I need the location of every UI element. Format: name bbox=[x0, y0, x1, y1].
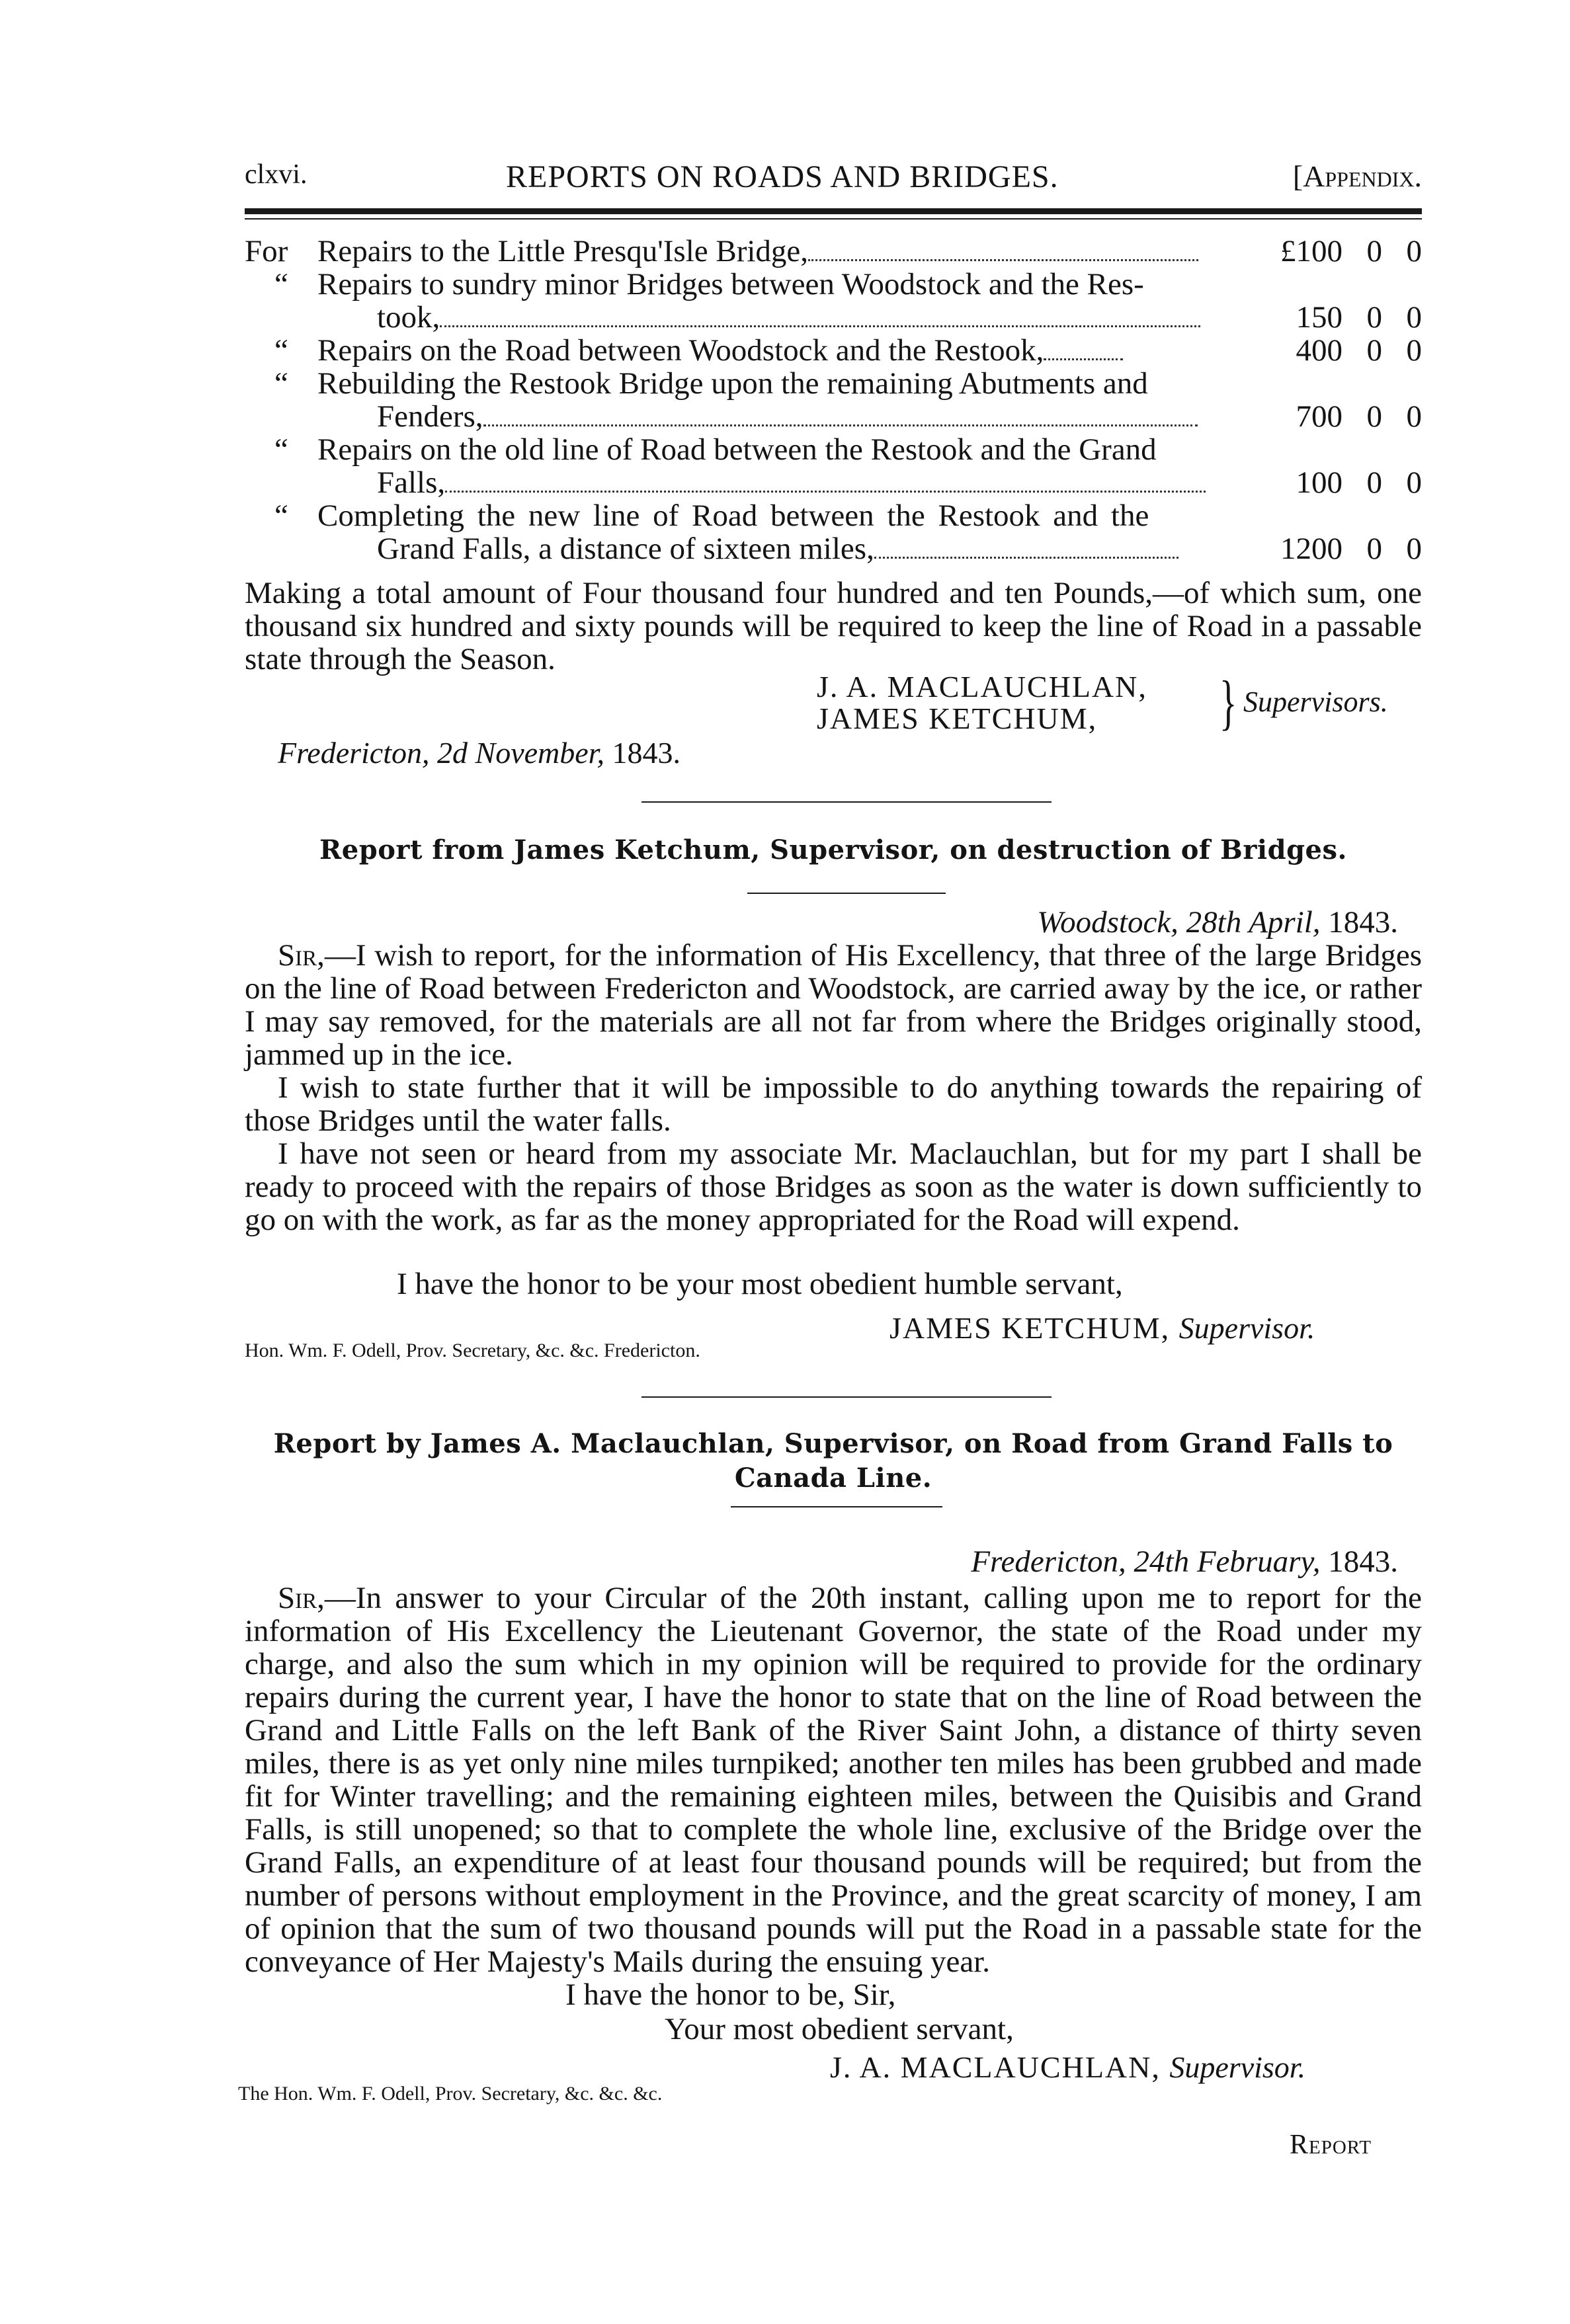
row-lead: “ bbox=[274, 333, 288, 368]
amount-shillings: 0 bbox=[1366, 333, 1382, 368]
repair-row bbox=[245, 334, 1422, 367]
amount-pence: 0 bbox=[1406, 399, 1422, 434]
paragraph-text: —I wish to report, for the information of His Excellency, that three of the large Bridges on the line of Road between Fredericton and Woodstock, are carried away by the ice, or rather I may say removed, for the materials are all not far from where the Bridges originally stood, jammed up in the ice. bbox=[245, 938, 1422, 1072]
closing-line: I have the honor to be your most obedient humble servant, bbox=[397, 1267, 1123, 1301]
leader-dots bbox=[445, 490, 1206, 493]
repair-row bbox=[245, 367, 1422, 433]
repair-row bbox=[245, 433, 1422, 499]
signer-role: Supervisor. bbox=[1178, 1311, 1315, 1345]
header-rule-thick bbox=[245, 208, 1422, 214]
page-number: clxvi. bbox=[245, 159, 308, 190]
row-amount bbox=[1237, 466, 1422, 499]
row-continuation bbox=[377, 400, 1230, 433]
amount-shillings: 0 bbox=[1366, 465, 1382, 500]
closing-line: I have the honor to be, Sir, bbox=[565, 1978, 896, 2012]
signer-name: JAMES KETCHUM, bbox=[817, 701, 1098, 735]
heading-line: Report by James A. Maclauchlan, Supervisor, on Road from Grand Falls to bbox=[273, 1428, 1393, 1459]
supervisors-signature bbox=[817, 669, 1425, 742]
addressee: Hon. Wm. F. Odell, Prov. Secretary, &c. &c. Fredericton. bbox=[245, 1340, 700, 1361]
row-cont-text: took, bbox=[377, 300, 440, 335]
row-description bbox=[317, 499, 1422, 532]
report-heading bbox=[245, 1427, 1422, 1496]
place-date bbox=[278, 735, 681, 770]
place-date-year: 1843. bbox=[612, 736, 681, 770]
row-cont-text: Fenders, bbox=[377, 399, 483, 434]
row-amount bbox=[1237, 301, 1422, 334]
amount-pence: 0 bbox=[1406, 532, 1422, 566]
repair-row bbox=[245, 499, 1422, 565]
amount-pence: 0 bbox=[1406, 300, 1422, 335]
leader-dots bbox=[440, 325, 1200, 327]
closing-line: Your most obedient servant, bbox=[665, 2012, 1014, 2046]
total-paragraph: Making a total amount of Four thousand four hundred and ten Pounds,—of which sum, one thousand six hundred and sixty pounds will be required to keep the line of Road in a passable state through the Season. bbox=[245, 576, 1422, 676]
amount-pence: 0 bbox=[1406, 234, 1422, 268]
row-desc-text: Completing the new line of Road between the Restook and the bbox=[317, 499, 1149, 533]
row-lead: “ bbox=[274, 366, 288, 401]
catchword-text: Report bbox=[1290, 2130, 1372, 2160]
row-description bbox=[317, 235, 1230, 268]
paragraph: I have not seen or heard from my associate Mr. Maclauchlan, but for my part I shall be ready to proceed with the repairs of those Bridges as soon as the water is down sufficiently to go on with the work, as far as the money appropriated for the Road will expend. bbox=[245, 1137, 1422, 1237]
row-desc-text: Repairs on the old line of Road between the Restook and the Grand bbox=[317, 432, 1157, 467]
repairs-table bbox=[245, 235, 1422, 565]
paragraph bbox=[245, 1582, 1422, 1978]
dateline-text: Fredericton, 24th February, bbox=[971, 1544, 1321, 1579]
signer-role: Supervisors. bbox=[1243, 686, 1388, 718]
amount-pounds: 400 bbox=[1296, 333, 1343, 368]
brace-glyph: } bbox=[1219, 668, 1237, 736]
row-continuation bbox=[377, 532, 1230, 565]
paragraph-text: —In answer to your Circular of the 20th instant, calling upon me to report for the information of His Excellency the Lieutenant Governor, the state of the Road under my charge, and also the sum which in my opinion will be required to provide for the ordinary repairs during the current year, I have the honor to state that on the line of Road between the Grand and Little Falls on the left Bank of the River Saint John, a distance of thirty seven miles, there is as yet only nine miles turnpiked; another ten miles has been grubbed and made fit for Winter travelling; and the remaining eighteen miles, between the Quisibis and Grand Falls, is still unopened; so that to complete the whole line, exclusive of the Bridge over the Grand Falls, an expenditure of at least four thousand pounds will be required; but from the number of persons without employment in the Province, and the great scarcity of money, I am of opinion that the sum of two thousand pounds will put the Road in a passable state for the conveyance of Her Majesty's Mails during the ensuing year. bbox=[245, 1581, 1422, 1979]
salutation: Sir, bbox=[278, 1581, 325, 1615]
heading-divider bbox=[731, 1506, 942, 1507]
row-description bbox=[317, 367, 1422, 400]
running-header bbox=[245, 159, 1422, 205]
row-amount bbox=[1237, 334, 1422, 367]
row-desc-text: Repairs to the Little Presqu'Isle Bridge, bbox=[317, 234, 809, 268]
row-lead: “ bbox=[274, 267, 288, 301]
leader-dots bbox=[808, 259, 1198, 261]
row-lead: “ bbox=[274, 432, 288, 467]
signer-line bbox=[830, 2050, 1305, 2085]
row-lead: For bbox=[245, 234, 288, 268]
paragraph bbox=[245, 939, 1422, 1071]
row-lead: “ bbox=[274, 499, 288, 533]
dateline bbox=[971, 1544, 1398, 1580]
appendix-label bbox=[1293, 159, 1422, 194]
appendix-text: [Appendix. bbox=[1292, 159, 1422, 193]
signer-name: J. A. MACLAUCHLAN, bbox=[817, 670, 1147, 703]
section-divider bbox=[641, 801, 1052, 803]
letter-body bbox=[245, 1582, 1422, 1978]
dateline-year: 1843. bbox=[1328, 1544, 1398, 1579]
amount-pounds: £100 bbox=[1280, 234, 1343, 268]
row-amount bbox=[1237, 532, 1422, 565]
row-continuation bbox=[377, 466, 1230, 499]
amount-pounds: 100 bbox=[1296, 465, 1343, 500]
heading-divider bbox=[747, 893, 946, 894]
amount-pounds: 1200 bbox=[1280, 532, 1343, 566]
heading-line: Canada Line. bbox=[734, 1463, 932, 1494]
amount-pence: 0 bbox=[1406, 333, 1422, 368]
row-desc-text: Rebuilding the Restook Bridge upon the remaining Abutments and bbox=[317, 366, 1148, 401]
amount-pence: 0 bbox=[1406, 465, 1422, 500]
amount-pounds: 700 bbox=[1296, 399, 1343, 434]
leader-dots bbox=[483, 424, 1198, 426]
dateline-year: 1843. bbox=[1328, 905, 1398, 940]
amount-pounds: 150 bbox=[1296, 300, 1343, 335]
amount-shillings: 0 bbox=[1366, 234, 1382, 268]
amount-shillings: 0 bbox=[1366, 532, 1382, 566]
row-desc-text: Repairs to sundry minor Bridges between Woodstock and the Res- bbox=[317, 267, 1144, 301]
signer-line bbox=[889, 1310, 1315, 1345]
catchword bbox=[1290, 2129, 1372, 2161]
signer-name: J. A. MACLAUCHLAN, bbox=[830, 2050, 1161, 2084]
leader-dots bbox=[874, 556, 1178, 559]
row-continuation bbox=[377, 301, 1230, 334]
place-date-text: Fredericton, 2d November, bbox=[278, 736, 604, 770]
salutation: Sir, bbox=[278, 938, 325, 973]
row-cont-text: Grand Falls, a distance of sixteen miles, bbox=[377, 532, 874, 566]
row-desc-text: Repairs on the Road between Woodstock and the Restook, bbox=[317, 333, 1044, 368]
addressee: The Hon. Wm. F. Odell, Prov. Secretary, &c. &c. &c. bbox=[238, 2083, 663, 2104]
dateline-text: Woodstock, 28th April, bbox=[1037, 905, 1321, 940]
row-amount bbox=[1237, 400, 1422, 433]
letter-body bbox=[245, 939, 1422, 1236]
repair-row bbox=[245, 268, 1422, 334]
signer-name: JAMES KETCHUM, bbox=[889, 1311, 1171, 1345]
amount-shillings: 0 bbox=[1366, 300, 1382, 335]
dateline bbox=[1037, 904, 1398, 940]
row-description bbox=[317, 334, 1230, 367]
repair-row bbox=[245, 235, 1422, 268]
running-title: REPORTS ON ROADS AND BRIDGES. bbox=[506, 159, 1059, 194]
report-heading: Report from James Ketchum, Supervisor, on destruction of Bridges. bbox=[319, 834, 1347, 865]
row-cont-text: Falls, bbox=[377, 465, 446, 500]
amount-shillings: 0 bbox=[1366, 399, 1382, 434]
leader-dots bbox=[1044, 358, 1123, 360]
row-description bbox=[317, 268, 1422, 301]
row-description bbox=[317, 433, 1422, 466]
paragraph: I wish to state further that it will be impossible to do anything towards the repairing of those Bridges until the water falls. bbox=[245, 1070, 1422, 1138]
signer-role: Supervisor. bbox=[1169, 2050, 1306, 2084]
section-divider bbox=[641, 1396, 1052, 1398]
row-amount bbox=[1237, 235, 1422, 268]
header-rule-thin bbox=[245, 218, 1422, 220]
